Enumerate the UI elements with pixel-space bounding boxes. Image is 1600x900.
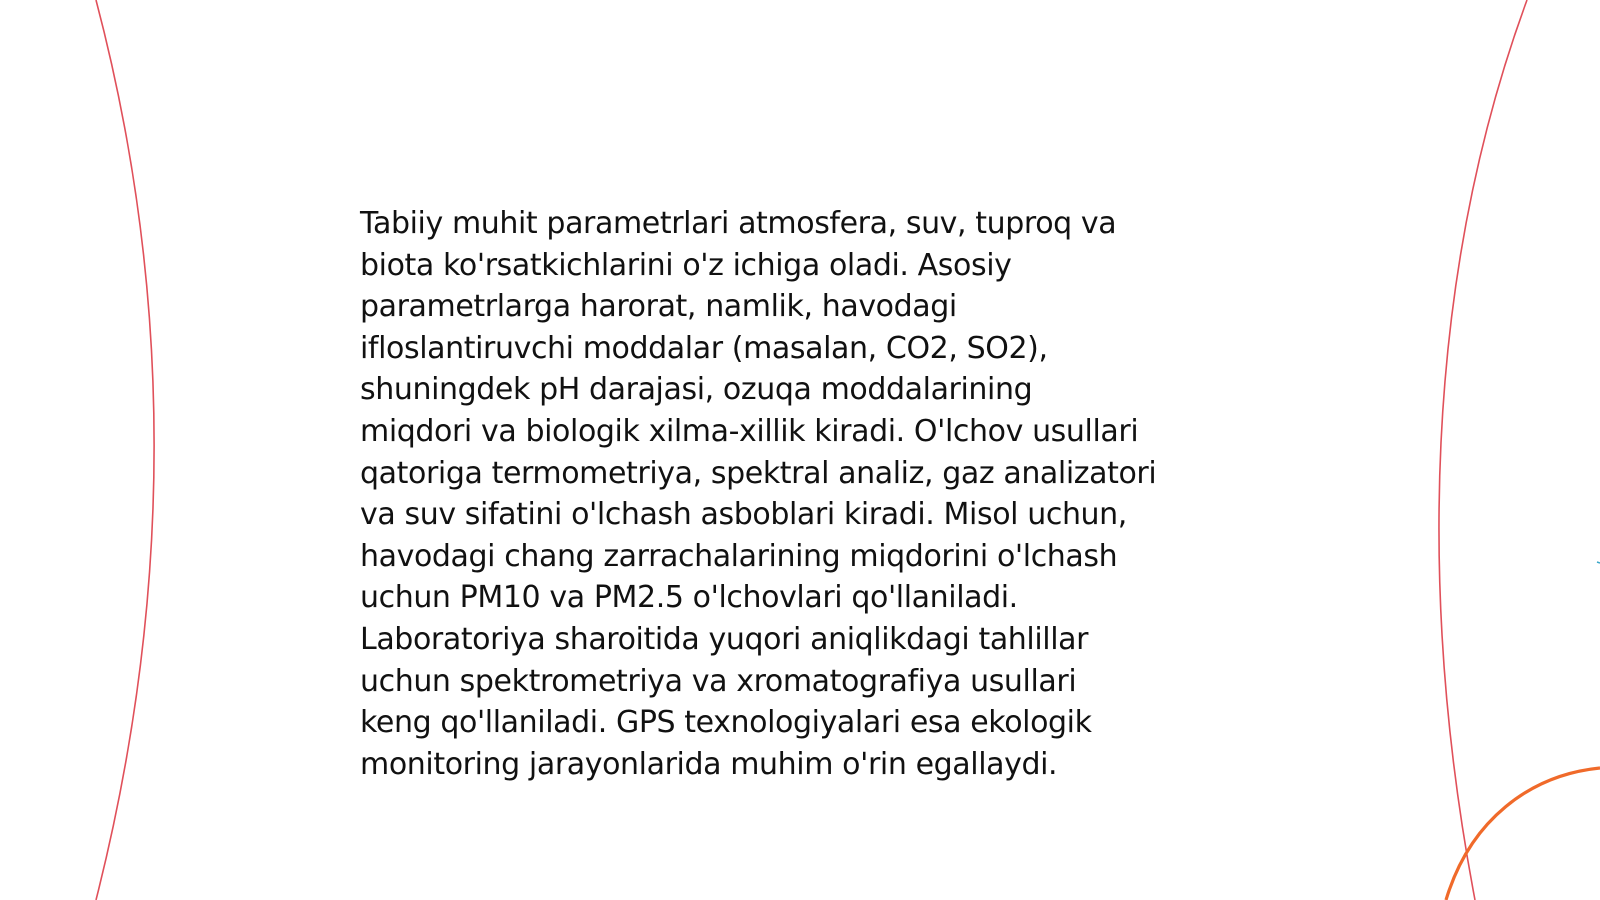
body-line-14: monitoring jarayonlarida muhim o'rin egallaydi. xyxy=(360,746,1058,782)
body-line-1: Tabiiy muhit parametrlari atmosfera, suv, tuproq va xyxy=(360,206,1117,241)
corner-arc-decoration xyxy=(1446,768,1600,900)
right-arc-decoration xyxy=(1439,0,1527,900)
body-line-2: biota ko'rsatkichlarini o'z ichiga oladi. Asosiy xyxy=(360,247,1012,283)
left-arc-decoration xyxy=(96,0,154,900)
body-line-11: Laboratoriya sharoitida yuqori aniqlikdagi tahlillar xyxy=(360,621,1089,657)
body-line-6: miqdori va biologik xilma-xillik kiradi. O'lchov usullari xyxy=(360,413,1139,449)
body-line-5: shuningdek pH darajasi, ozuqa moddalarining xyxy=(360,372,1033,408)
body-line-8: va suv sifatini o'lchash asboblari kiradi. Misol uchun, xyxy=(360,497,1127,533)
body-line-13: keng qo'llaniladi. GPS texnologiyalari esa ekologik xyxy=(360,705,1092,741)
body-line-3: parametrlarga harorat, namlik, havodagi xyxy=(360,289,957,325)
body-paragraph xyxy=(360,203,1260,785)
body-line-4: ifloslantiruvchi moddalar (masalan, CO2, SO2), xyxy=(360,330,1048,366)
body-line-7: qatoriga termometriya, spektral analiz, gaz analizatori xyxy=(360,455,1157,491)
body-line-9: havodagi chang zarrachalarining miqdorini o'lchash xyxy=(360,538,1118,574)
body-line-12: uchun spektrometriya va xromatografiya usullari xyxy=(360,663,1077,699)
body-line-10: uchun PM10 va PM2.5 o'lchovlari qo'llaniladi. xyxy=(360,580,1018,616)
